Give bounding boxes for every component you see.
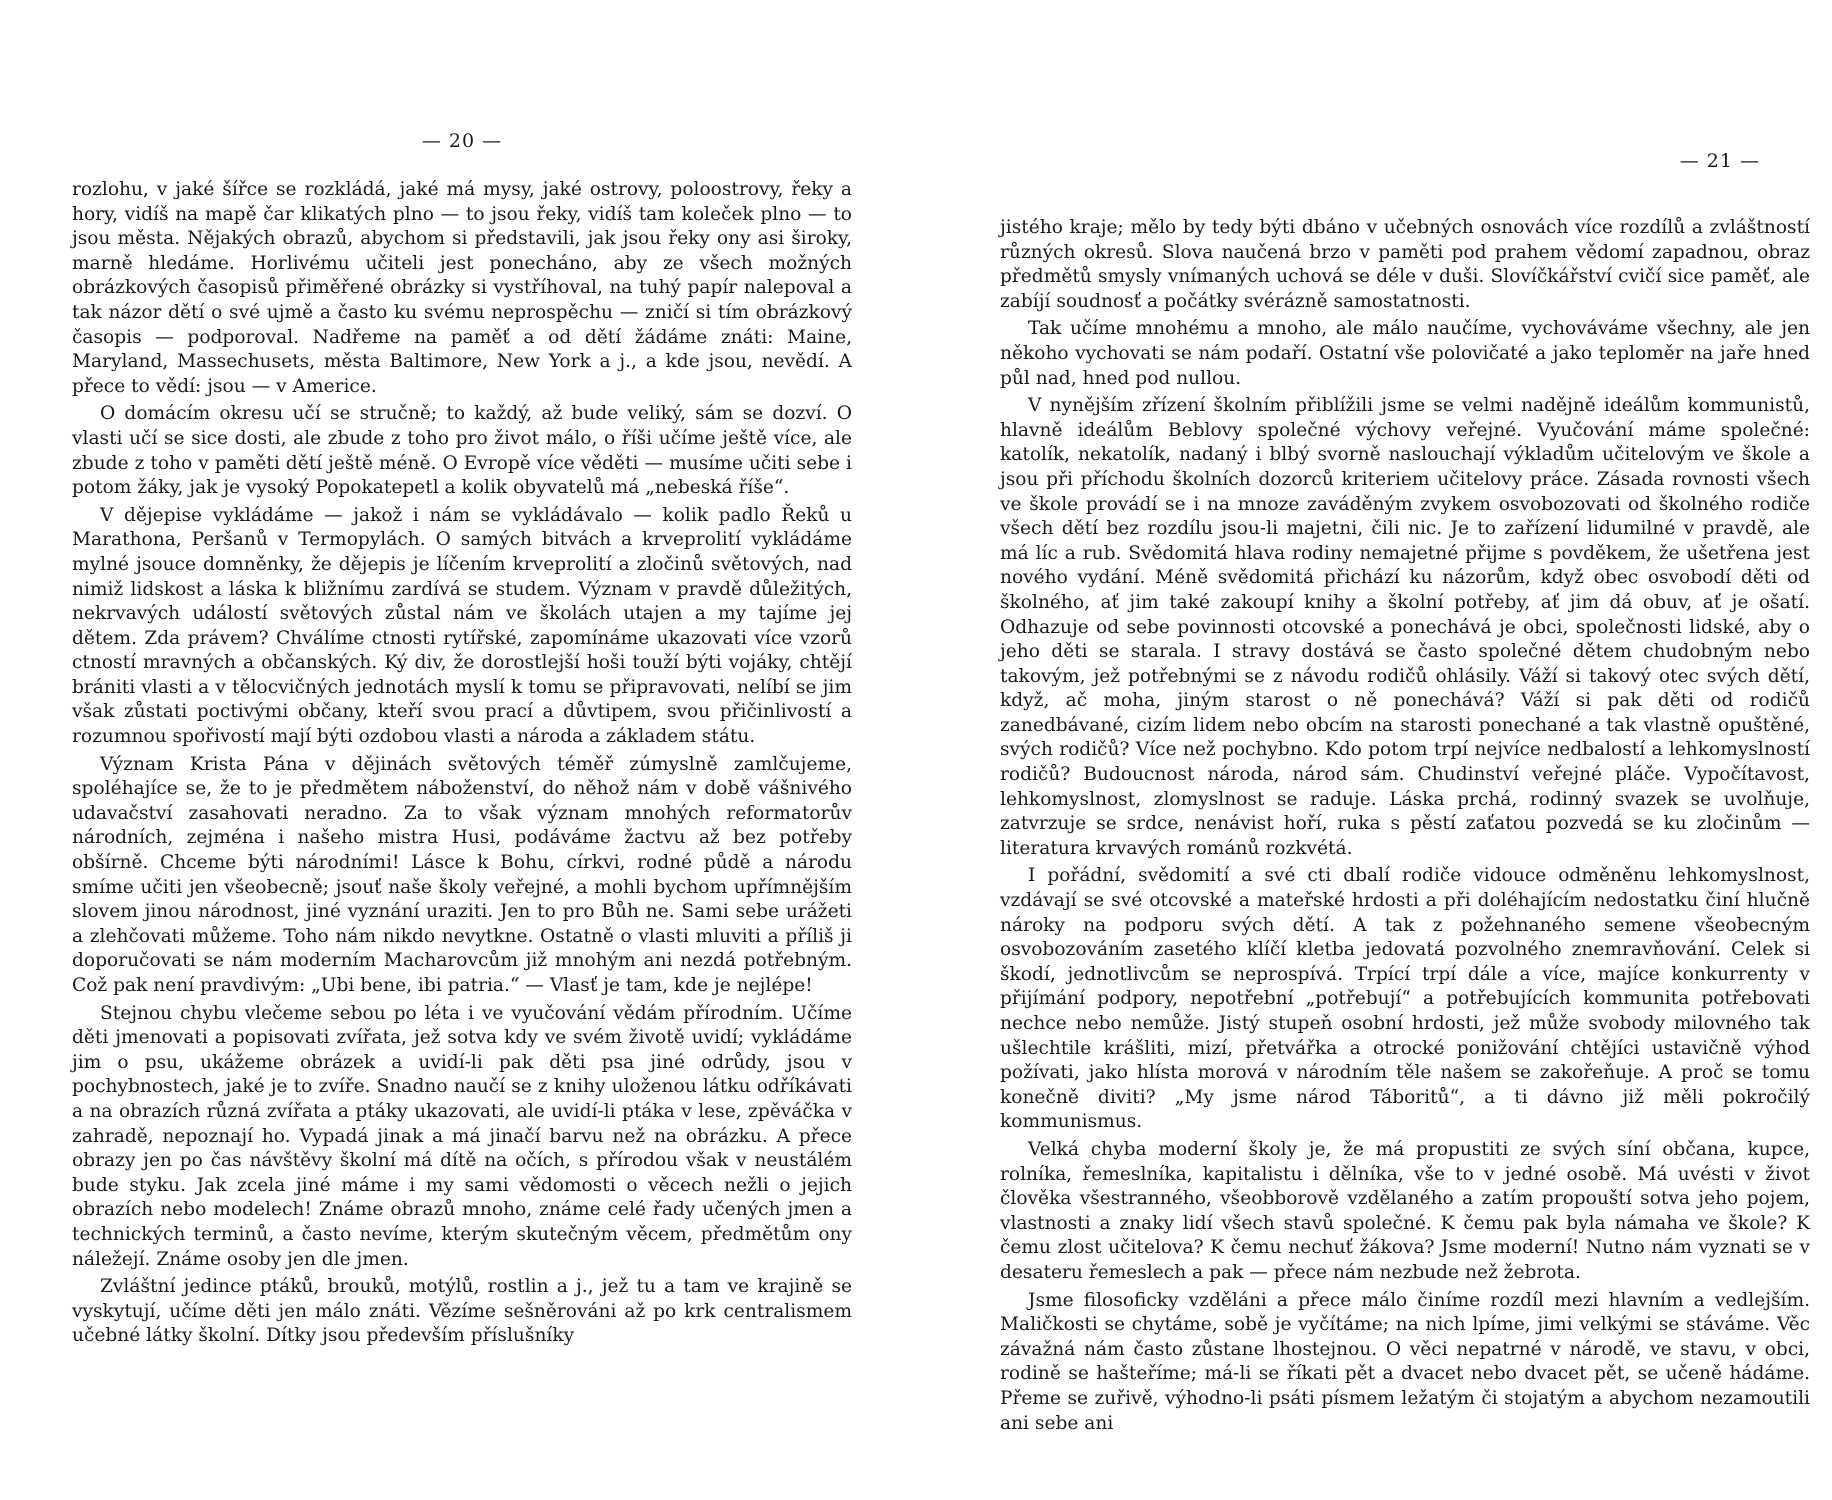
paragraph: V nynějším zřízení školním přiblížili jsme se velmi nadějně ideálům kommunistů, hlavně ideálům Beblovy společné výchovy veřejné. Vyučování máme společné: katolík, nekatolík, nadaný i blbý svorně naslouchají výkladům učitelovým ve škole a jsou při příchodu školních dozorců kriteriem učitelovy práce. Zásada rovnosti všech ve škole provádí se i na mnoze zaváděným zvykem osvobozovati od školného rodiče všech dětí bez rozdílu jsou-li majetni, čili nic. Je to zařízení lidumilné v pravdě, ale má líc a rub. Svědomitá hlava rodiny nemajetné přijme s povděkem, že ušetřena jest nového vydání. Méně svědomitá přichází ku názorům, když obec osvobodí děti od školného, ať jim také zakoupí knihy a školní potřeby, ať jim dá obuv, ať je ošatí. Odhazuje od sebe povinnosti otcovské a ponechává je obci, společnosti lidské, aby o jeho děti se starala. I stravy dostává se často společné dětem chudobným nebo takovým, jež potřebnými se z návodu rodičů ohlásily. Váží si takový otec svých dětí, když, ač moha, jiným starost o ně ponechává? Váží si pak děti od rodičů zanedbávané, cizím lidem nebo obcím na starosti ponechané a tak vlastně opuštěné, svých rodičů? Více než pochybno. Kdo potom trpí nejvíce nedbalostí a lehkomyslností rodičů? Budoucnost národa, národ sám. Chudinství veřejné pláče. Vypočítavost, lehkomyslnost, zlomyslnost se raduje. Láska prchá, rodinný svazek se uvolňuje, zatvrzuje se srdce, nenávist hoří, ruka s pěstí zaťatou pozvedá se ku zločinům — literatura krvavých románů rozkvétá.	[1000, 395, 1810, 859]
page-number: — 20 —	[421, 130, 503, 152]
paragraph: Zvláštní jedince ptáků, brouků, motýlů, rostlin a j., jež tu a tam ve krajině se vyskytují, učíme děti jen málo znáti. Vězíme sešněrováni až po krk centralismem učebné látky školní. Dítky jsou především příslušníky	[72, 1276, 852, 1347]
page-number: — 21 —	[1679, 150, 1760, 172]
page-body	[1000, 216, 1810, 1436]
paragraph: I pořádní, svědomití a své cti dbalí rodiče vidouce odměněnu lehkomyslnost, vzdávají se své otcovské a mateřské hrdosti a při doléhajícím nedostatku činí hlučně nároky na podporu svých dětí. A tak z požehnaného semene všeobecným osvobozováním zasetého klíčí kletba jedovatá pozvolného znemravňování. Celek si škodí, jednotlivcům se neprospívá. Trpící trpí dále a více, majíce konkurrenty v přijímání podpory, nepotřební „potřebují“ a potřebujících kommunita potřebovati nechce nebo nemůže. Jistý stupeň osobní hrdosti, jež může svobody milovného tak ušlechtile krášliti, mizí, přetvářka a otrocké ponižování chtějíci ustavičně výhod požívati, jako hlísta morová v národním těle našem se zakořeňuje. A proč se tomu konečně diviti? „My jsme národ Táboritů“, a ti dávno již měli pokročilý kommunismus.	[1000, 865, 1810, 1133]
paragraph: rozlohu, v jaké šířce se rozkládá, jaké má mysy, jaké ostrovy, poloostrovy, řeky a hory, vidíš na mapě čar klikatých plno — to jsou řeky, vidíš tam koleček plno — to jsou města. Nějakých obrazů, abychom si představili, jak jsou řeky ony asi široky, marně hledáme. Horlivému učiteli jest ponecháno, aby ze všech možných obrázkových časopisů přiměřené obrázky si vystříhoval, na tuhý papír nalepoval a tak názor dětí o své ujmě a často ku svému neprospěchu — zničí si tím obrázkový časopis — podporoval. Nadřeme na paměť a od dětí žádáme znáti: Maine, Maryland, Massechusets, města Baltimore, New York a j., a kde jsou, nevědí. A přece to vědí: jsou — v Americe.	[72, 179, 852, 397]
paragraph: Velká chyba moderní školy je, že má propustiti ze svých síní občana, kupce, rolníka, řemeslníka, kapitalistu i dělníka, vše to v jedné osobě. Má uvésti v život člověka všestranného, všeobborově vzdělaného a zatím propouští sotva jeho pojem, vlastnosti a znaky lidí všech stavů společné. K čemu pak byla námaha ve škole? K čemu zlost učitelova? K čemu nechuť žákova? Jsme moderní! Nutno nám vyznati se v desateru řemeslech a pak — přece nám nezbude než žebrota.	[1000, 1138, 1810, 1283]
paragraph: Jsme filosoficky vzděláni a přece málo činíme rozdíl mezi hlavním a vedlejším. Maličkosti se chytáme, sobě je vyčítáme; na nich lpíme, jimi velkými se stáváme. Věc závažná nám často zůstane lhostejnou. O věci nepatrné v národě, ve stavu, v obci, rodině se hašteříme; má-li se říkati pět a dvacet nebo dvacet pět, se učeně hádáme. Přeme se zuřivě, výhodno-li psáti písmem ležatým či stojatým a abychom nezamoutili ani sebe ani	[1000, 1289, 1810, 1434]
paragraph: Stejnou chybu vlečeme sebou po léta i ve vyučování vědám přírodním. Učíme děti jmenovati a popisovati zvířata, jež sotva kdy ve svém životě uvidí; vykládáme jim o psu, ukážeme obrázek a uvidí-li pak děti psa jiné odrůdy, jsou v pochybnostech, jaké je to zvíře. Snadno naučí se z knihy uloženou látku odříkávati a na obrazích různá zvířata a ptáky ukazovati, ale uvidí-li ptáka v lese, zpěváčka v zahradě, nepoznají ho. Vypadá jinak a má jinačí barvu než na obrázku. A přece obrazy jen po čas návštěvy školní má dítě na očích, s přírodou však v neustálém bude styku. Jak zcela jiné máme i my sami vědomosti o věcech nežli o jejich obrazích nebo modelech! Známe obrazů mnoho, známe celé řady učených jmen a technických terminů, a často nevíme, kterým skutečným věcem, předmětům ony náležejí. Známe osoby jen dle jmen.	[72, 1002, 852, 1270]
page-body	[72, 178, 852, 1349]
paragraph: Význam Krista Pána v dějinách světových téměř zúmyslně zamlčujeme, spoléhajíce se, že to je předmětem náboženství, do něhož nám v době vášnivého udavačství zasahovati neradno. Za to však význam mnohých reformatorův národních, zejména i našeho mistra Husi, podáváme žactvu až bez potřeby obšírně. Chceme býti národními! Lásce k Bohu, církvi, rodné půdě a národu smíme učiti jen všeobecně; jsouť naše školy veřejné, a mohli bychom upřímnějším slovem jinou národnost, jiné vyznání uraziti. Jen to pro Bůh ne. Sami sebe urážeti a zlehčovati můžeme. Toho nám nikdo nevytkne. Ostatně o vlasti mluviti a příliš ji doporučovati se nám moderním Macharovcům již mnohým ani nezdá potřebným. Což pak není pravdivým: „Ubi bene, ibi patria.“ — Vlasť je tam, kde je nejlépe!	[72, 753, 852, 996]
paragraph: V dějepise vykládáme — jakož i nám se vykládávalo — kolik padlo Řeků u Marathona, Peršanů v Termopylách. O samých bitvách a krveprolití vykládáme mylné jsouce domněnky, že dějepis je líčením krveprolití a zločinů světových, nad nimiž lidskost a láska k bližnímu zardívá se studem. Význam v pravdě důležitých, nekrvavých událostí světových zůstal nám ve školách utajen a my tajíme jej dětem. Zda právem? Chválíme ctnosti rytířské, zapomínáme ukazovati více vzorů ctností mravných a občanských. Ký div, že dorostlejší hoši touží býti vojáky, chtějí brániti vlasti a v tělocvičných jednotách myslí k tomu se připravovati, nelíbí se jim však zůstati poctivými občany, kteří svou prací a důvtipem, svou přičinlivostí a rozumnou spořivostí mají býti ozdobou vlasti a národa a základem státu.	[72, 504, 852, 748]
right-page	[916, 0, 1832, 1500]
paragraph: Tak učíme mnohému a mnoho, ale málo naučíme, vychováváme všechny, ale jen někoho vychovati se nám podaří. Ostatní vše polovičaté a jako teploměr na jaře hned půl nad, hned pod nullou.	[1000, 318, 1810, 389]
paragraph: O domácím okresu učí se stručně; to každý, až bude veliký, sám se dozví. O vlasti učí se sice dosti, ale zbude z toho pro život málo, o říši učíme ještě více, ale zbude z toho v paměti dětí ještě méně. O Evropě více věděti — musíme učiti sebe i potom žáky, jak je vysoký Popokatepetl a kolik obyvatelů má „nebeská říše“.	[72, 403, 852, 499]
paragraph: jistého kraje; mělo by tedy býti dbáno v učebných osnovách více rozdílů a zvláštností různých okresů. Slova naučená brzo v paměti pod prahem vědomí zapadnou, obraz předmětů smysly vnímaných uchová se déle v duši. Slovíčkářství cvičí sice paměť, ale zabíjí soudnosť a počátky svérázně samostatnosti.	[1000, 217, 1810, 312]
